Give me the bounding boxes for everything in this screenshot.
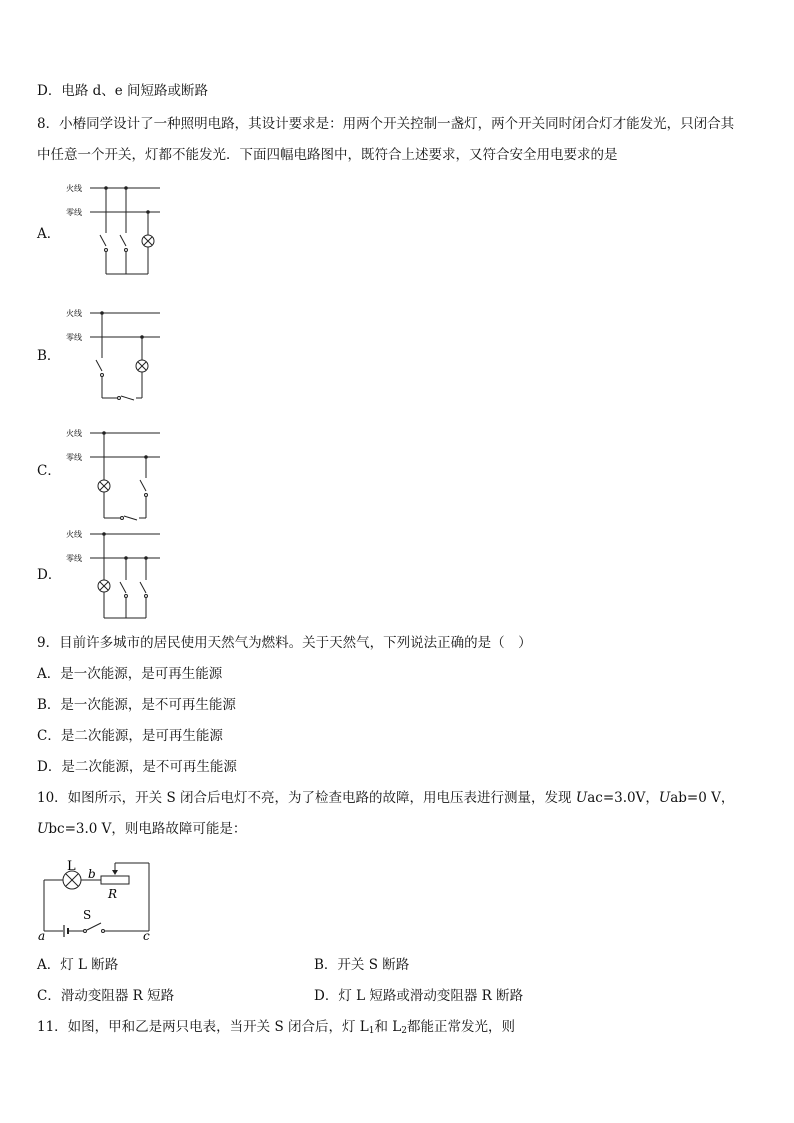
q9-option-d: D．是二次能源，是不可再生能源 <box>37 759 237 775</box>
q11-stem <box>37 1018 515 1040</box>
q11-stem-text: 11．如图，甲和乙是两只电表，当开关 S 闭合后，灯 L <box>37 1019 369 1035</box>
u-ac-symbol: U <box>575 790 588 806</box>
q10-stem-line2 <box>37 820 246 838</box>
live-wire-label: 火线 <box>66 429 82 438</box>
q11-stem-end: 都能正常发光，则 <box>407 1019 515 1035</box>
prev-question-option-d: D．电路 d、e 间短路或断路 <box>37 83 209 99</box>
q10-option-b: B．开关 S 断路 <box>314 957 410 973</box>
q10-option-c: C．滑动变阻器 R 短路 <box>37 988 175 1004</box>
q9-stem: 9．目前许多城市的居民使用天然气为燃料。关于天然气，下列说法正确的是（ ） <box>37 635 532 651</box>
point-a-label: a <box>38 929 46 943</box>
q8-circuit-a <box>60 178 170 278</box>
point-b-label: b <box>88 867 96 881</box>
live-wire-label: 火线 <box>66 184 82 193</box>
rheostat-label: R <box>108 887 118 901</box>
u-ac-value: ac=3.0V， <box>587 790 659 806</box>
q8-stem-line1: 8．小椿同学设计了一种照明电路，其设计要求是：用两个开关控制一盏灯，两个开关同时闭合灯才能发光，只闭合其 <box>37 116 735 132</box>
u-bc-symbol: U <box>37 821 49 837</box>
q8-circuit-d <box>60 524 170 624</box>
q8-stem-line2: 中任意一个开关，灯都不能发光．下面四幅电路图中，既符合上述要求，又符合安全用电要求的是 <box>37 147 618 163</box>
q10-option-a: A．灯 L 断路 <box>37 957 119 973</box>
lamp-label: L <box>67 859 76 874</box>
q8-option-c-label: C． <box>37 463 61 479</box>
l1-subscript: 1 <box>368 1026 375 1036</box>
point-c-label: c <box>143 929 150 943</box>
u-ab-symbol: U <box>658 790 671 806</box>
q9-option-a: A．是一次能源，是可再生能源 <box>37 666 223 682</box>
q10-option-d: D．灯 L 短路或滑动变阻器 R 断路 <box>314 988 524 1004</box>
q9-option-c: C．是二次能源，是可再生能源 <box>37 728 223 744</box>
q11-stem-mid: 和 L <box>374 1019 402 1035</box>
q9-option-b: B．是一次能源，是不可再生能源 <box>37 697 236 713</box>
live-wire-label: 火线 <box>66 309 82 318</box>
q10-circuit-diagram <box>37 856 162 944</box>
l2-subscript: 2 <box>401 1026 407 1036</box>
q8-circuit-c <box>60 423 170 523</box>
q8-option-d-label: D． <box>37 567 62 583</box>
live-wire-label: 火线 <box>66 530 82 539</box>
q8-circuit-b <box>60 303 170 403</box>
neutral-wire-label: 零线 <box>66 333 82 342</box>
q10-stem-text: 10．如图所示，开关 S 闭合后电灯不亮，为了检查电路的故障，用电压表进行测量，发现 <box>37 790 576 806</box>
u-bc-value: bc=3.0 V，则电路故障可能是： <box>48 821 247 837</box>
q10-stem-line1 <box>37 789 734 807</box>
neutral-wire-label: 零线 <box>66 554 82 563</box>
switch-label: S <box>83 908 92 922</box>
neutral-wire-label: 零线 <box>66 453 82 462</box>
q8-option-a-label: A． <box>37 226 61 242</box>
u-ab-value: ab=0 V， <box>670 790 735 806</box>
q8-option-b-label: B． <box>37 348 61 364</box>
neutral-wire-label: 零线 <box>66 208 82 217</box>
